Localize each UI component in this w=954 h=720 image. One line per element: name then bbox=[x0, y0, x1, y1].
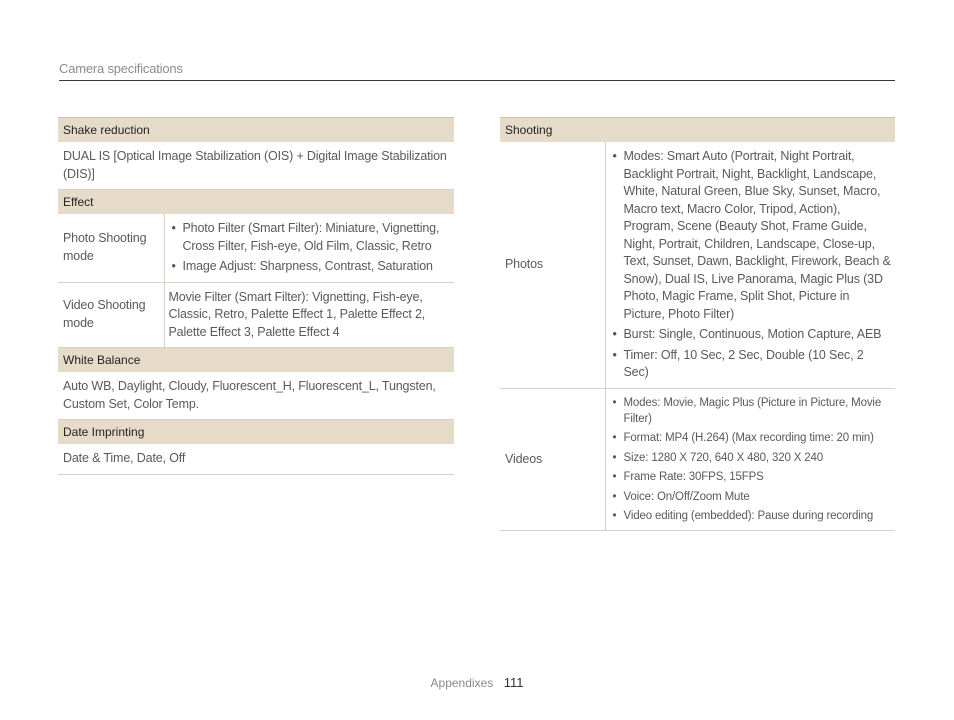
left-spec-column bbox=[58, 117, 454, 475]
shake-reduction-value: DUAL IS [Optical Image Stabilization (OIS) + Digital Image Stabilization (DIS)] bbox=[58, 142, 454, 190]
shooting-videos-row bbox=[500, 388, 895, 531]
list-item: • Modes: Movie, Magic Plus (Picture in Picture, Movie Filter) bbox=[610, 395, 892, 427]
shooting-photos-row bbox=[500, 142, 895, 388]
right-spec-table bbox=[500, 117, 895, 531]
photo-shooting-mode-value bbox=[164, 214, 454, 282]
list-item: • Format: MP4 (H.264) (Max recording time: 20 min) bbox=[610, 430, 892, 446]
date-imprinting-heading: Date Imprinting bbox=[58, 420, 454, 445]
photos-label: Photos bbox=[500, 142, 605, 388]
photos-value bbox=[605, 142, 895, 388]
videos-spec-list bbox=[610, 395, 892, 525]
effect-video-row bbox=[58, 282, 454, 348]
videos-value bbox=[605, 388, 895, 531]
list-item: • Timer: Off, 10 Sec, 2 Sec, Double (10 Sec, 2 Sec) bbox=[610, 347, 892, 382]
white-balance-value: Auto WB, Daylight, Cloudy, Fluorescent_H, Fluorescent_L, Tungsten, Custom Set, Color Temp. bbox=[58, 372, 454, 420]
page-title: Camera specifications bbox=[59, 61, 183, 76]
list-item: • Modes: Smart Auto (Portrait, Night Portrait, Backlight Portrait, Night, Backlight, Landscape, White, Natural Green, Blue Sky, Sunset, Macro, Macro text, Macro Color, Tripod, Action), Program, Scene (Beauty Shot, Frame Guide, Night, Portrait, Children, Landscape, Close-up, Text, Sunset, Dawn, Backlight, Firework, Beach & Snow), Dual IS, Live Panorama, Magic Plus (3D Photo, Magic Frame, Split Shot, Picture in Picture, Photo Filter) bbox=[610, 148, 892, 323]
photo-shooting-mode-label: Photo Shooting mode bbox=[58, 214, 164, 282]
video-shooting-mode-label: Video Shooting mode bbox=[58, 282, 164, 348]
list-item: • Size: 1280 X 720, 640 X 480, 320 X 240 bbox=[610, 450, 892, 466]
page-number: 111 bbox=[503, 675, 524, 690]
list-item: • Voice: On/Off/Zoom Mute bbox=[610, 489, 892, 505]
white-balance-heading: White Balance bbox=[58, 348, 454, 373]
effect-heading: Effect bbox=[58, 190, 454, 215]
photo-effect-list bbox=[169, 220, 451, 276]
date-imprinting-value: Date & Time, Date, Off bbox=[58, 444, 454, 474]
list-item: • Video editing (embedded): Pause during recording bbox=[610, 508, 892, 524]
list-item: • Image Adjust: Sharpness, Contrast, Saturation bbox=[169, 258, 451, 276]
list-item: • Burst: Single, Continuous, Motion Capture, AEB bbox=[610, 326, 892, 344]
shooting-heading: Shooting bbox=[500, 118, 895, 143]
right-spec-column bbox=[500, 117, 895, 531]
left-spec-table bbox=[58, 117, 454, 475]
list-item: • Photo Filter (Smart Filter): Miniature, Vignetting, Cross Filter, Fish-eye, Old Film, Classic, Retro bbox=[169, 220, 451, 255]
photos-spec-list bbox=[610, 148, 892, 382]
page-footer bbox=[0, 674, 954, 692]
effect-photo-row bbox=[58, 214, 454, 282]
shake-reduction-heading: Shake reduction bbox=[58, 118, 454, 143]
footer-section-name: Appendixes bbox=[430, 676, 494, 690]
video-shooting-mode-value: Movie Filter (Smart Filter): Vignetting, Fish-eye, Classic, Retro, Palette Effect 1, Palette Effect 2, Palette Effect 3, Palette Effect 4 bbox=[164, 282, 454, 348]
title-divider bbox=[59, 80, 895, 81]
videos-label: Videos bbox=[500, 388, 605, 531]
list-item: • Frame Rate: 30FPS, 15FPS bbox=[610, 469, 892, 485]
